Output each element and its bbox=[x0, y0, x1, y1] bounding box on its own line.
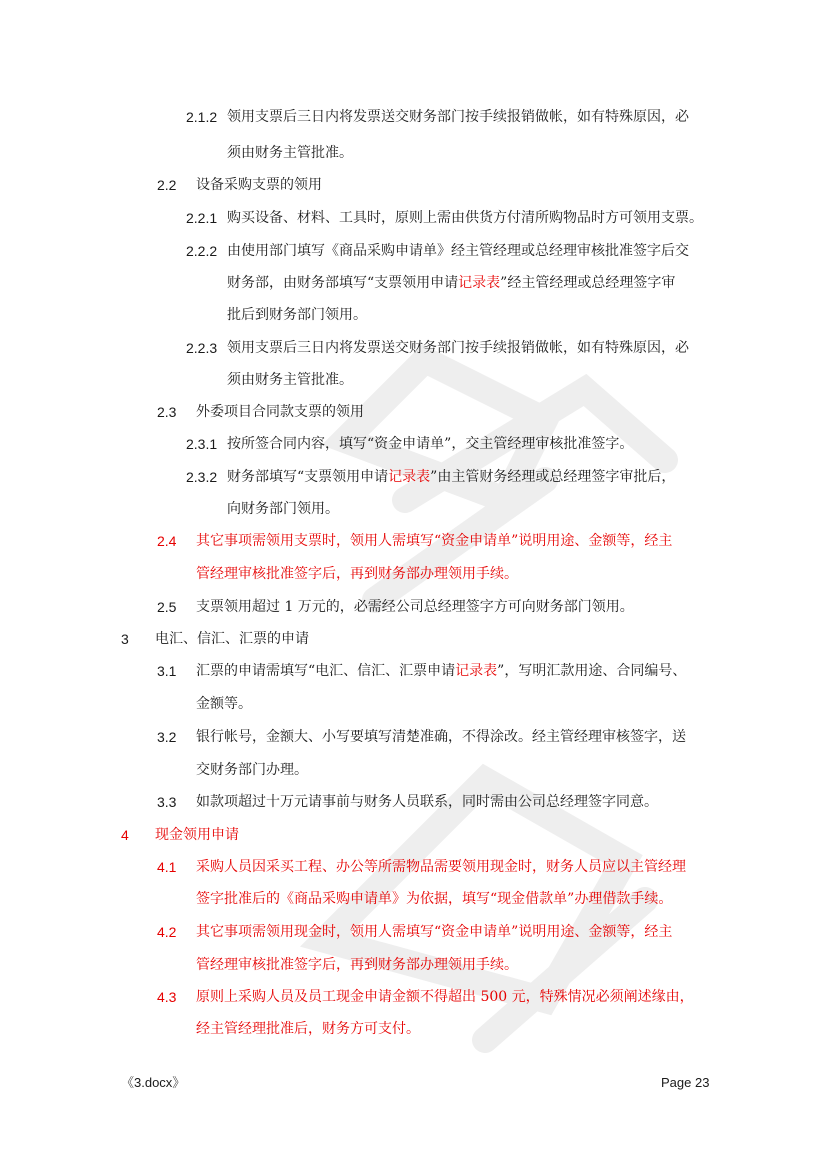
section-heading: 设备采购支票的领用 bbox=[196, 177, 322, 193]
item-text-line: 须由财务主管批准。 bbox=[227, 145, 353, 161]
item-text-line: 采购人员因采买工程、办公等所需物品需要领用现金时，财务人员应以主管经理 bbox=[196, 859, 686, 875]
item-number: 2.3.1 bbox=[186, 436, 218, 452]
footer-filename: 《3.docx》 bbox=[121, 1075, 186, 1090]
item-text-line: 按所签合同内容，填写“资金申请单”，交主管经理审核批准签字。 bbox=[227, 436, 634, 452]
item-number: 2.3.2 bbox=[186, 469, 218, 485]
highlighted-term: 记录表 bbox=[455, 663, 498, 679]
item-text-line: 财务部填写“支票领用申请记录表”由主管财务经理或总经理签字审批后， bbox=[227, 469, 676, 485]
item-text-line: 购买设备、材料、工具时，原则上需由供货方付清所购物品时方可领用支票。 bbox=[227, 210, 703, 226]
item-text-line: 管经理审核批准签字后，再到财务部办理领用手续。 bbox=[196, 566, 518, 582]
item-text-line: 银行帐号，金额大、小写要填写清楚准确，不得涂改。经主管经理审核签字，送 bbox=[196, 729, 686, 745]
item-text-line: 金额等。 bbox=[196, 696, 252, 712]
item-text-line: 其它事项需领用支票时，领用人需填写“资金申请单”说明用途、金额等，经主 bbox=[196, 533, 673, 549]
item-text-line: 领用支票后三日内将发票送交财务部门按手续报销做帐，如有特殊原因，必 bbox=[227, 340, 689, 356]
item-text-line: 支票领用超过 1 万元的，必需经公司总经理签字方可向财务部门领用。 bbox=[196, 599, 634, 615]
item-text-line: 汇票的申请需填写“电汇、信汇、汇票申请记录表”，写明汇款用途、合同编号、 bbox=[196, 663, 687, 679]
item-number: 2.2.3 bbox=[186, 340, 218, 356]
item-text-line: 财务部，由财务部填写“支票领用申请记录表”经主管经理或总经理签字审 bbox=[227, 275, 676, 291]
section-number: 2.4 bbox=[157, 533, 177, 549]
item-number: 2.1.2 bbox=[186, 109, 218, 125]
section-number: 2.2 bbox=[157, 177, 177, 193]
section-number: 3.1 bbox=[157, 663, 177, 679]
section-number: 3.3 bbox=[157, 794, 177, 810]
highlighted-term: 记录表 bbox=[388, 469, 431, 485]
section-number: 4.2 bbox=[157, 924, 177, 940]
item-text-line: 其它事项需领用现金时，领用人需填写“资金申请单”说明用途、金额等，经主 bbox=[196, 924, 673, 940]
item-text-line: 如款项超过十万元请事前与财务人员联系，同时需由公司总经理签字同意。 bbox=[196, 794, 658, 810]
section-number: 2.5 bbox=[157, 599, 177, 615]
item-text-line: 签字批准后的《商品采购申请单》为依据，填写“现金借款单”办理借款手续。 bbox=[196, 891, 673, 907]
item-text-line: 交财务部门办理。 bbox=[196, 762, 308, 778]
item-text-line: 原则上采购人员及员工现金申请金额不得超出 500 元，特殊情况必须阐述缘由， bbox=[196, 989, 694, 1005]
item-text-line: 由使用部门填写《商品采购申请单》经主管经理或总经理审核批准签字后交 bbox=[227, 243, 689, 259]
item-text-line: 领用支票后三日内将发票送交财务部门按手续报销做帐，如有特殊原因，必 bbox=[227, 109, 689, 125]
item-text-line: 管经理审核批准签字后，再到财务部办理领用手续。 bbox=[196, 957, 518, 973]
item-text-line: 向财务部门领用。 bbox=[227, 501, 339, 517]
item-number: 2.2.1 bbox=[186, 210, 218, 226]
chapter-heading: 现金领用申请 bbox=[155, 827, 239, 843]
highlighted-term: 记录表 bbox=[458, 275, 501, 291]
chapter-heading: 电汇、信汇、汇票的申请 bbox=[155, 631, 309, 647]
section-number: 4.1 bbox=[157, 859, 177, 875]
footer-page-number: Page 23 bbox=[661, 1075, 710, 1090]
chapter-number: 4 bbox=[121, 827, 129, 843]
item-number: 2.2.2 bbox=[186, 243, 218, 259]
section-heading: 外委项目合同款支票的领用 bbox=[196, 404, 364, 420]
item-text-line: 经主管经理批准后，财务方可支付。 bbox=[196, 1021, 420, 1037]
section-number: 2.3 bbox=[157, 404, 177, 420]
chapter-number: 3 bbox=[121, 631, 129, 647]
section-number: 4.3 bbox=[157, 989, 177, 1005]
item-text-line: 须由财务主管批准。 bbox=[227, 372, 353, 388]
section-number: 3.2 bbox=[157, 729, 177, 745]
item-text-line: 批后到财务部门领用。 bbox=[227, 307, 367, 323]
